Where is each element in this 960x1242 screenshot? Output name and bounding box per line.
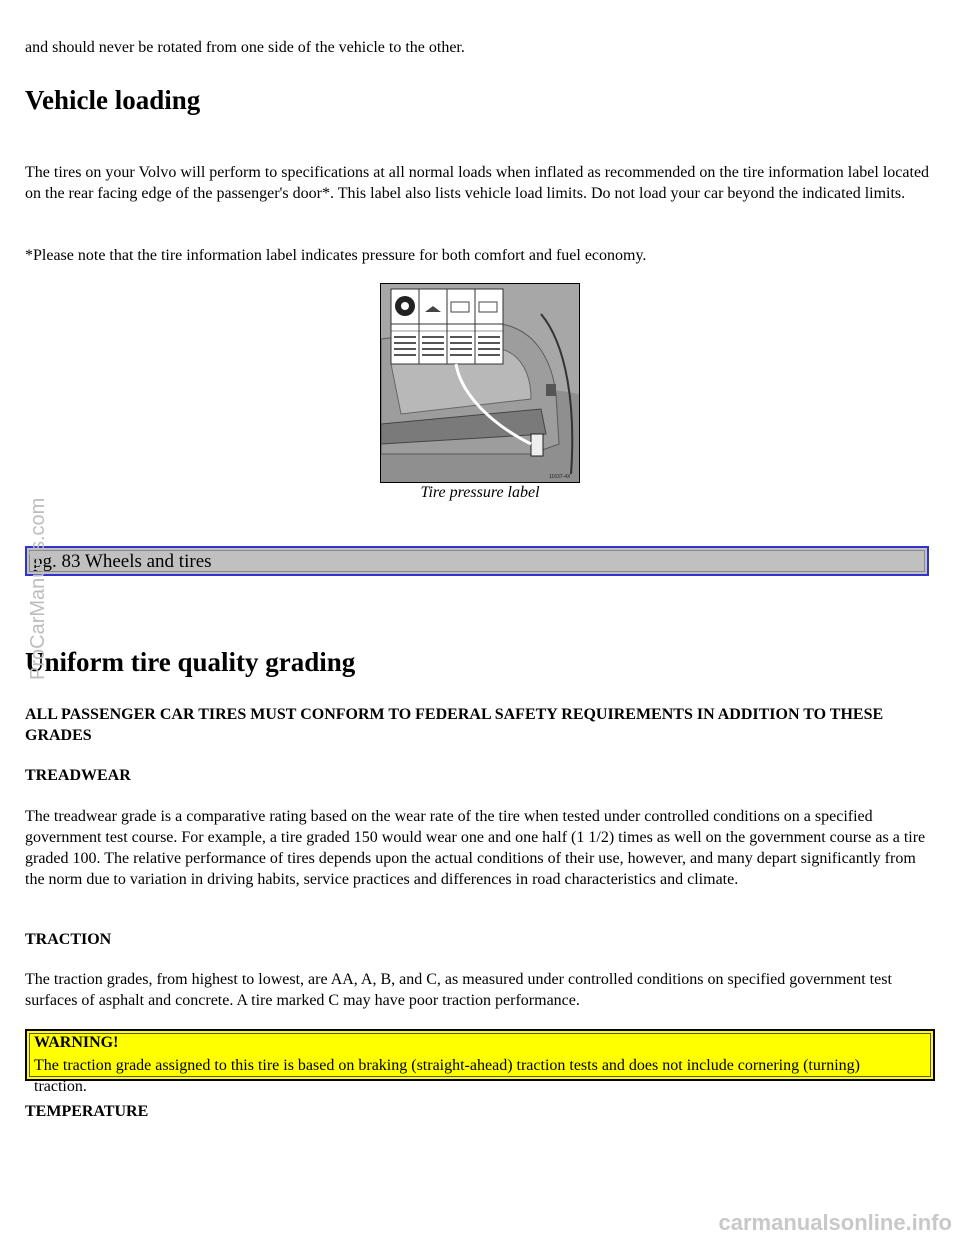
traction-title: TRACTION xyxy=(25,931,112,948)
federal-requirements: ALL PASSENGER CAR TIRES MUST CONFORM TO FEDERAL SAFETY REQUIREMENTS IN ADDITION TO THESE GRADES xyxy=(25,706,884,744)
figure-caption: Tire pressure label xyxy=(420,484,540,501)
watermark-left: ProCarManuals.com xyxy=(27,497,49,680)
warning-text: The traction grade assigned to this tire is based on braking (straight-ahead) traction tests and does not include cornering (turning) traction. xyxy=(34,1057,860,1095)
vehicle-loading-heading: Vehicle loading xyxy=(25,85,201,115)
door-label-drawing xyxy=(381,284,579,482)
traction-text: The traction grades, from highest to lowest, are AA, A, B, and C, as measured under controlled conditions on specified government test surfaces of asphalt and concrete. A tire marked C may have poor traction performance. xyxy=(25,971,892,1009)
treadwear-text: The treadwear grade is a comparative rating based on the wear rate of the tire when tested under controlled conditions on a specified government test course. For example, a tire graded 150 would wear one and one half (1 1/2) times as well on the government course as a tire graded 100. The relative performance of tires depends upon the actual conditions of their use, however, and many depart significantly from the norm due to variation in driving habits, service practices and differences in road characteristics and climate. xyxy=(25,808,926,888)
vehicle-loading-paragraph: The tires on your Volvo will perform to specifications at all normal loads when inflated as recommended on the tire information label located on the rear facing edge of the passenger's door*. This label also lists vehicle load limits. Do not load your car beyond the indicated limits. xyxy=(25,164,930,202)
watermark-bottom: carmanualsonline.info xyxy=(718,1210,952,1235)
temperature-title: TEMPERATURE xyxy=(25,1103,149,1120)
page-bar-label: pg. 83 Wheels and tires xyxy=(33,551,212,572)
warning-title: WARNING! xyxy=(34,1034,119,1051)
page-bar xyxy=(25,546,929,576)
figure-code: 11637-4X xyxy=(549,474,571,480)
grading-heading: Uniform tire quality grading xyxy=(25,647,356,677)
tire-pressure-label-illustration xyxy=(380,283,580,483)
intro-line: and should never be rotated from one side of the vehicle to the other. xyxy=(25,39,465,56)
tire-label-note: *Please note that the tire information label indicates pressure for both comfort and fuel economy. xyxy=(25,247,647,264)
treadwear-title: TREADWEAR xyxy=(25,767,131,784)
warning-box xyxy=(25,1029,935,1095)
